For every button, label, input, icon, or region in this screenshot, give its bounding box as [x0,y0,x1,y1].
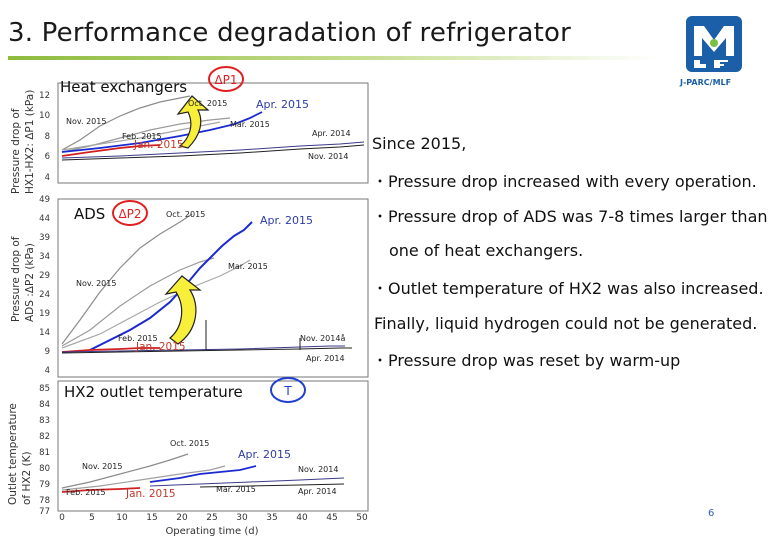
hx-panel-title: Heat exchangers [60,78,188,96]
ads-ann-nov2014: Nov. 2014å [300,334,346,343]
temp-ann-oct2015: Oct. 2015 [170,439,210,448]
temp-ytick: 77 [39,507,50,517]
hx-ann-nov2014: Nov. 2014 [308,152,349,161]
ads-ytick: 14 [39,328,50,338]
ads-ann-jan2015: Jan. 2015 [136,341,186,353]
temp-ytick: 81 [39,448,50,458]
hx-ytick: 12 [39,91,50,101]
temp-xtick: 5 [89,513,95,523]
temp-xlabel: Operating time (d) [165,526,259,537]
temp-badge-label: T [284,384,292,398]
hx-badge-label: ΔP1 [214,73,238,87]
bullet-pressure-increase: ・Pressure drop increased with every operation. [372,172,757,191]
slide-title: 3. Performance degradation of refrigerator [8,18,572,48]
ads-ann-mar2015: Mar. 2015 [228,262,268,271]
ads-ytick: 4 [44,366,50,376]
temp-xtick: 20 [176,513,188,523]
hx-ann-nov2015: Nov. 2015 [66,117,107,126]
temp-ann-nov2015: Nov. 2015 [82,462,123,471]
temp-ann-apr2014: Apr. 2014 [298,487,337,496]
temp-ytick: 85 [39,384,50,394]
hx-ann-apr2014: Apr. 2014 [312,129,351,138]
ads-ytick: 29 [39,271,50,281]
temp-ytick: 84 [39,400,50,410]
ads-ann-oct2015: Oct. 2015 [166,210,206,219]
ads-ylabel-line2: ADS :ΔP2 (kPa) [24,243,36,322]
page-number: 6 [708,508,715,519]
temp-xtick: 0 [59,513,65,523]
temp-ann-jan2015: Jan. 2015 [126,488,176,500]
bullet-reset-warmup: ・Pressure drop was reset by warm-up [372,351,681,370]
since-text: Since 2015, [372,134,467,153]
bullet-ads-larger: ・Pressure drop of ADS was 7-8 times larger than [372,207,768,226]
temp-ann-apr2015: Apr. 2015 [238,448,292,461]
ads-ytick: 24 [39,290,50,300]
bullet-ads-larger-cont: one of heat exchangers. [389,241,584,260]
ads-ytick: 39 [39,233,50,243]
temp-xtick: 35 [266,513,278,523]
hx-ylabel-line1: Pressure drop of [10,108,22,194]
temp-xtick: 50 [356,513,368,523]
temp-ann-nov2014: Nov. 2014 [298,465,339,474]
temp-ytick: 78 [39,496,50,506]
hx-ylabel-line2: HX1-HX2: ΔP1 (kPa) [24,89,36,194]
ads-ytick: 44 [39,214,50,224]
ads-ytick: 9 [44,347,50,357]
bullet-outlet-temp: ・Outlet temperature of HX2 was also increased. [372,279,764,298]
hx-ytick: 4 [44,173,50,183]
logo-caption: J-PARC/MLF [680,78,732,87]
ads-ann-nov2015: Nov. 2015 [76,279,117,288]
hx-ann-feb2015: Feb. 2015 [122,132,162,141]
temp-ann-mar2015: Mar. 2015 [216,485,256,494]
hx-ytick: 10 [39,111,50,121]
temp-panel-title: HX2 outlet temperature [64,383,243,401]
hx-ytick: 6 [44,152,50,162]
temp-ann-feb2015: Feb. 2015 [66,488,106,497]
ads-panel [10,195,368,377]
ads-ann-apr2014: Apr. 2014 [306,354,345,363]
finally-text: Finally, liquid hydrogen could not be generated. [374,314,758,333]
hx-ytick: 8 [44,132,50,142]
temp-xtick: 30 [236,513,248,523]
temp-ylabel-line2: of HX2 (K) [21,451,33,505]
temp-ylabel-line1: Outlet temperature [7,403,19,505]
hx-ann-jan2015: Jan. 2015 [134,139,184,151]
temp-xtick: 45 [326,513,338,523]
temp-panel [7,378,368,537]
hx-panel [10,67,368,194]
hx-ann-mar2015: Mar. 2015 [230,120,270,129]
temp-ytick: 79 [39,480,50,490]
temp-xtick: 40 [296,513,308,523]
temp-xtick: 15 [146,513,158,523]
ads-ann-apr2015: Apr. 2015 [260,214,314,227]
temp-ytick: 83 [39,416,50,426]
ads-ann-feb2015: Feb. 2015 [118,334,158,343]
ads-ytick: 49 [39,195,50,205]
hx-ann-oct2015: Oct. 2015 [188,99,228,108]
ads-ytick: 19 [39,309,50,319]
ads-badge-label: ΔP2 [118,207,142,221]
hx-ann-apr2015: Apr. 2015 [256,98,310,111]
temp-ytick: 82 [39,432,50,442]
temp-xtick: 10 [116,513,128,523]
temp-ytick: 80 [39,464,50,474]
ads-ytick: 34 [39,252,50,262]
temp-xtick: 25 [206,513,218,523]
ads-ylabel-line1: Pressure drop of [10,236,22,322]
ads-panel-title: ADS [74,205,106,223]
